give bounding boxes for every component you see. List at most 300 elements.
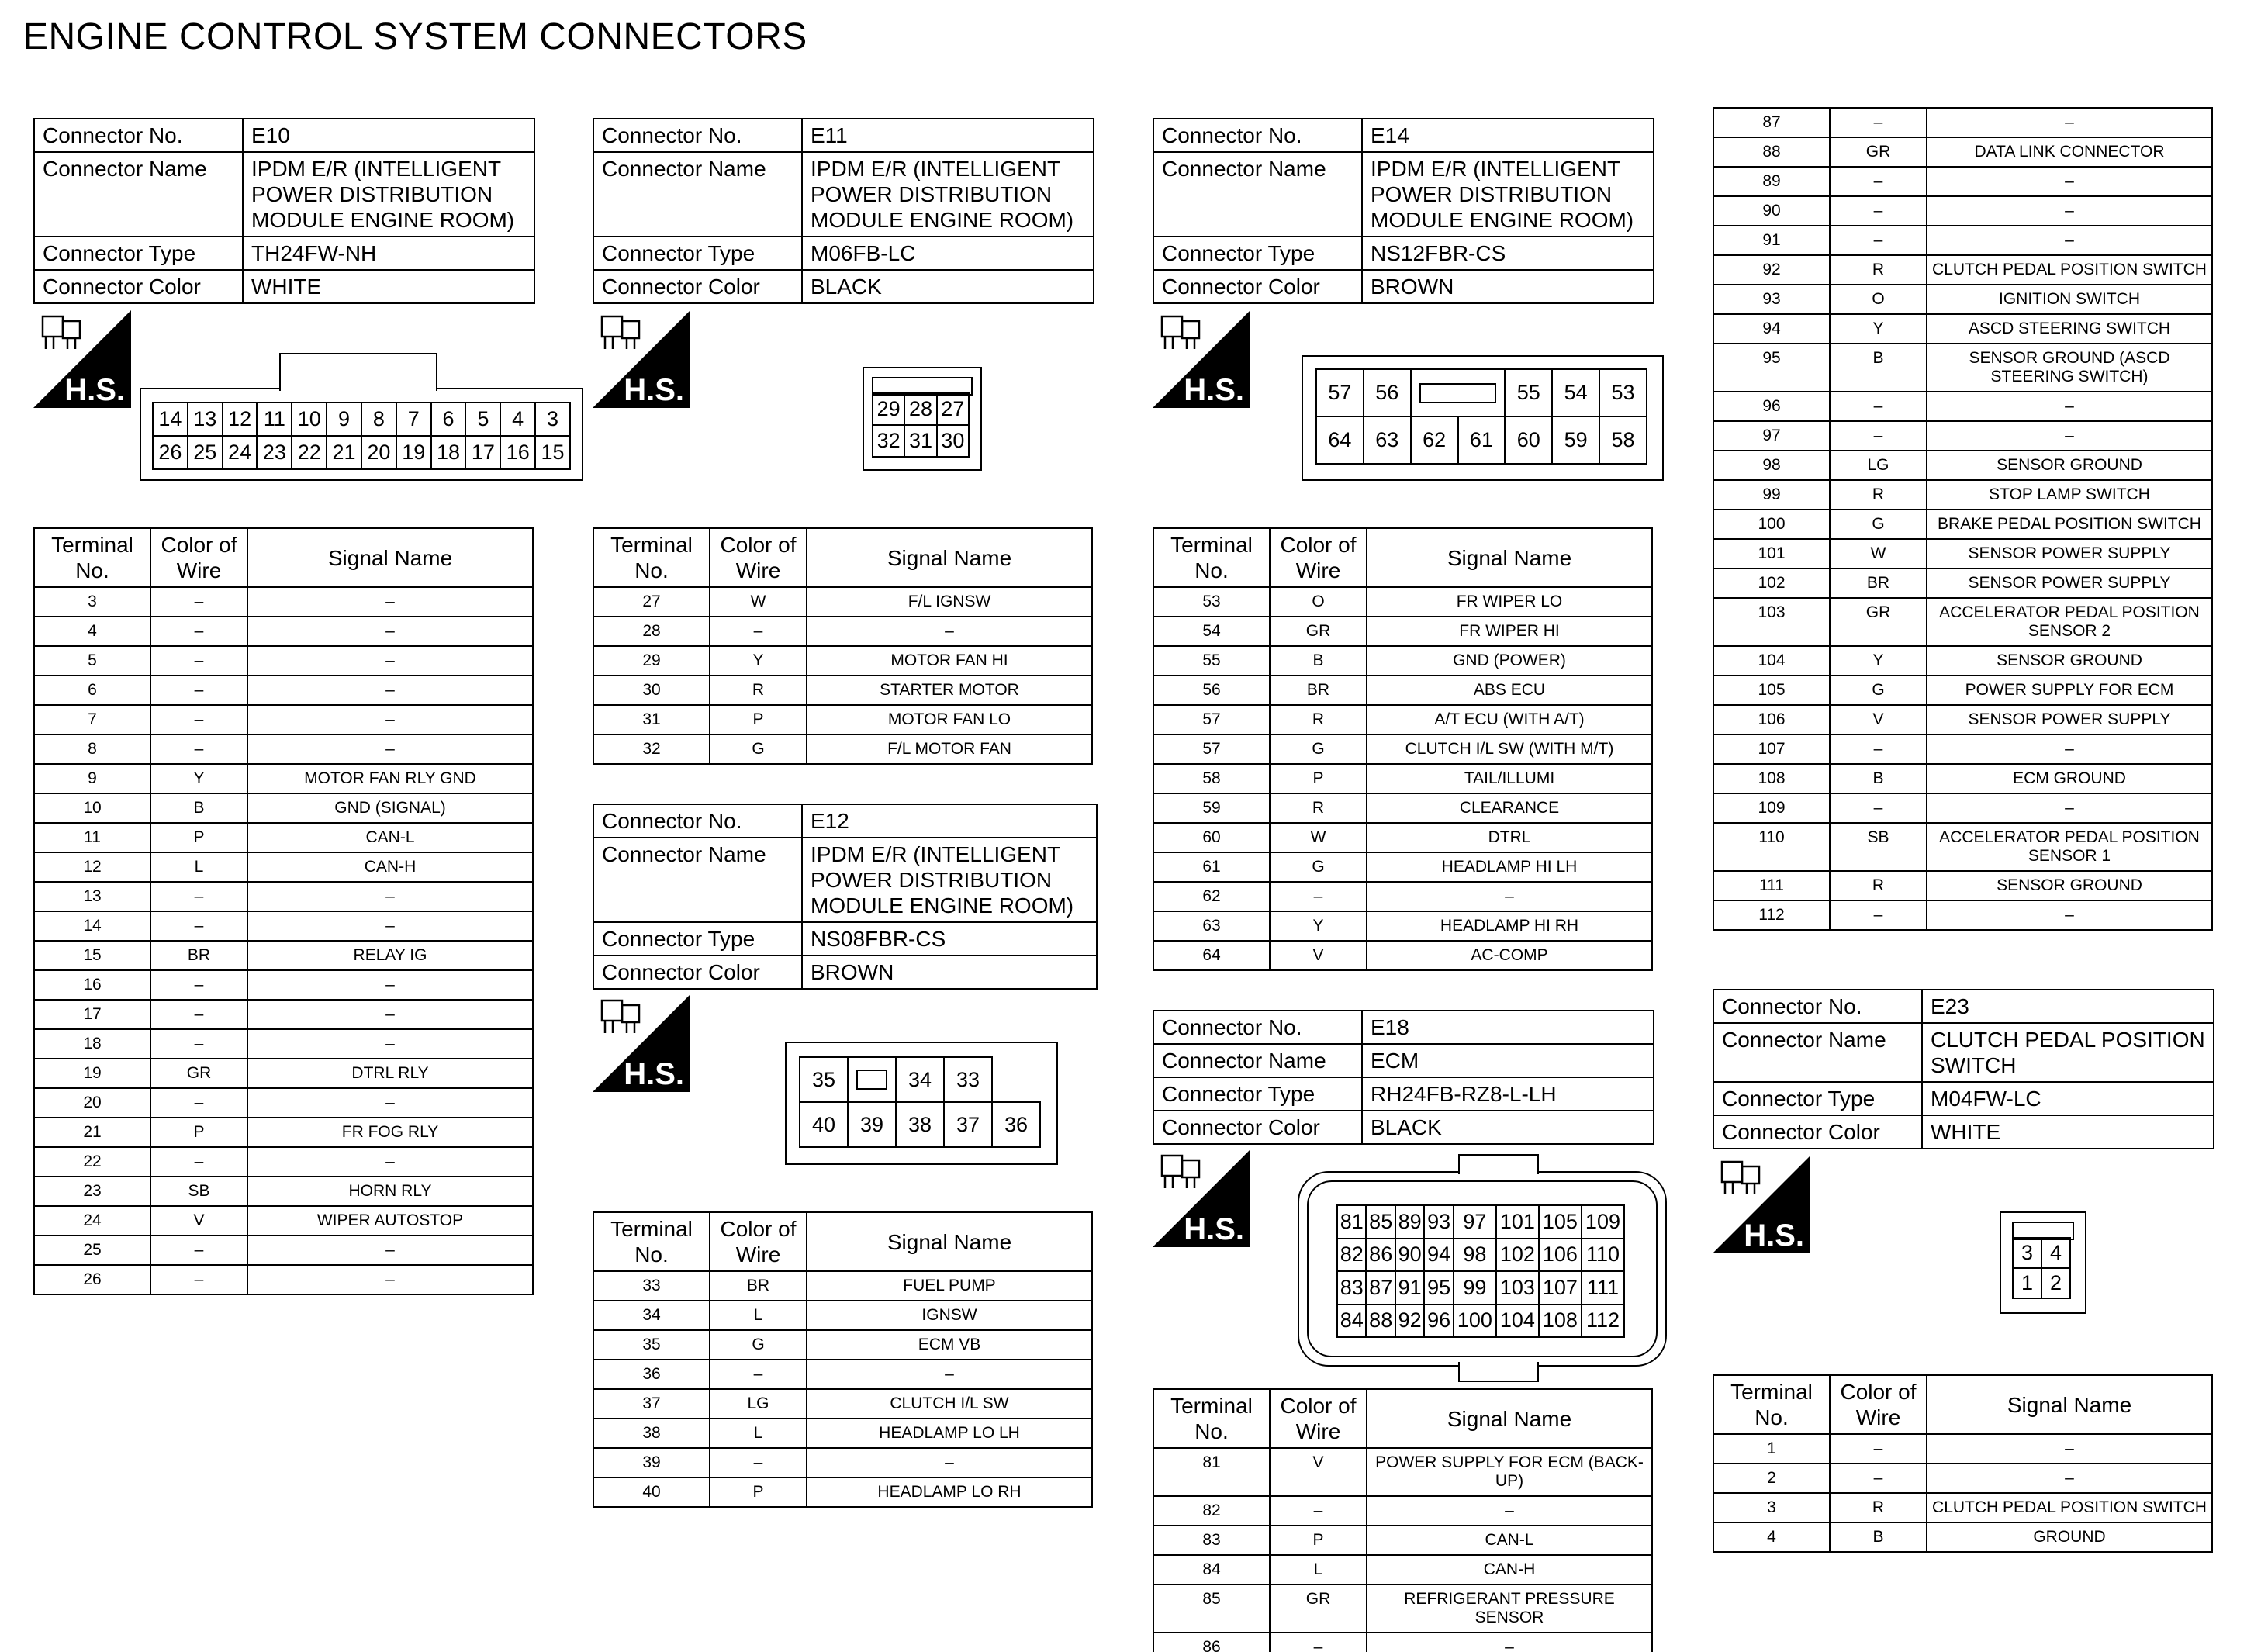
connector-pin: 34: [896, 1057, 944, 1102]
signal-name-cell: SENSOR POWER SUPPLY: [1927, 569, 2212, 598]
header-terminal-no: Terminal No.: [593, 528, 710, 587]
wire-color-cell: –: [1830, 1434, 1927, 1464]
wire-color-cell: V: [1270, 941, 1367, 970]
wire-color-cell: –: [150, 970, 247, 1000]
wire-color-cell: –: [1830, 793, 1927, 823]
connector-pin: 100: [1454, 1305, 1496, 1338]
signal-name-cell: SENSOR GROUND: [1927, 871, 2212, 900]
connector-pin: 54: [1552, 369, 1599, 416]
table-row: [1713, 1464, 2212, 1493]
signal-name-cell: –: [1927, 421, 2212, 451]
table-row: [34, 941, 533, 970]
terminal-no-cell: 63: [1153, 911, 1270, 941]
connector-pin: 12: [223, 403, 258, 436]
connector-name-value: IPDM E/R (INTELLIGENT POWER DISTRIBUTION MODULE ENGINE ROOM): [802, 838, 1097, 922]
terminal-table-e12: [593, 1211, 1093, 1508]
signal-name-cell: FUEL PUMP: [807, 1271, 1092, 1301]
terminal-no-cell: 101: [1713, 539, 1830, 569]
connector-pin: 99: [1454, 1271, 1496, 1305]
terminal-no-cell: 6: [34, 676, 150, 705]
hs-label: H.S.: [1184, 1212, 1244, 1246]
terminal-no-cell: 25: [34, 1236, 150, 1265]
connector-pin: 13: [188, 403, 223, 436]
connector-pin: 110: [1582, 1239, 1624, 1272]
signal-name-cell: A/T ECU (WITH A/T): [1367, 705, 1652, 734]
connector-pin: 39: [848, 1102, 896, 1147]
table-row: [1713, 764, 2212, 793]
hs-symbol-icon: [1153, 310, 1250, 408]
hs-badge-e18: [1153, 1149, 1250, 1247]
connector-pin: 28: [904, 393, 936, 425]
terminal-no-cell: 30: [593, 676, 710, 705]
wire-color-cell: L: [710, 1419, 807, 1448]
connector-name-value: IPDM E/R (INTELLIGENT POWER DISTRIBUTION MODULE ENGINE ROOM): [1362, 152, 1654, 237]
header-signal-name: Signal Name: [807, 528, 1092, 587]
connector-type-value: NS08FBR-CS: [802, 922, 1097, 956]
terminal-no-cell: 26: [34, 1265, 150, 1294]
wire-color-cell: SB: [1830, 823, 1927, 871]
signal-name-cell: –: [247, 676, 533, 705]
terminal-no-cell: 40: [593, 1477, 710, 1507]
connector-no-value: E10: [243, 119, 534, 152]
terminal-no-cell: 87: [1713, 108, 1830, 137]
terminal-no-cell: 20: [34, 1088, 150, 1118]
wire-color-cell: –: [1830, 734, 1927, 764]
wire-color-cell: R: [1830, 871, 1927, 900]
signal-name-cell: –: [1367, 882, 1652, 911]
signal-name-cell: CLUTCH PEDAL POSITION SWITCH: [1927, 1493, 2212, 1522]
hs-label: H.S.: [624, 1057, 684, 1091]
connector-pin: 57: [1316, 369, 1364, 416]
terminal-no-cell: 33: [593, 1271, 710, 1301]
wire-color-cell: G: [710, 1330, 807, 1360]
table-row: [1713, 539, 2212, 569]
pin-grid-e10: [152, 402, 571, 470]
wire-color-cell: G: [1270, 852, 1367, 882]
signal-name-cell: –: [1367, 1633, 1652, 1652]
page-title: ENGINE CONTROL SYSTEM CONNECTORS: [23, 16, 807, 57]
table-row: [1153, 911, 1652, 941]
table-row: [1153, 734, 1652, 764]
table-row: [34, 1118, 533, 1147]
wire-color-cell: LG: [710, 1389, 807, 1419]
header-terminal-no: Terminal No.: [34, 528, 150, 587]
connector-pin: 3: [2013, 1238, 2041, 1268]
connector-pin: 89: [1395, 1205, 1424, 1239]
terminal-no-cell: 1: [1713, 1434, 1830, 1464]
terminal-no-cell: 81: [1153, 1448, 1270, 1496]
hs-label: H.S.: [64, 373, 125, 407]
connector-pin: 17: [465, 436, 500, 469]
hs-symbol-icon: [593, 994, 690, 1092]
wire-color-cell: V: [1270, 1448, 1367, 1496]
table-row: [593, 1330, 1092, 1360]
connector-color-value: WHITE: [243, 270, 534, 303]
table-row: [1713, 598, 2212, 646]
connector-name-value: IPDM E/R (INTELLIGENT POWER DISTRIBUTION MODULE ENGINE ROOM): [243, 152, 534, 237]
connector-pin: 25: [188, 436, 223, 469]
wire-color-cell: –: [150, 882, 247, 911]
connector-pin: 22: [292, 436, 327, 469]
connector-pin: 27: [937, 393, 969, 425]
header-terminal-no: Terminal No.: [593, 1212, 710, 1271]
connector-pin: 92: [1395, 1305, 1424, 1338]
label-connector-type: Connector Type: [593, 922, 802, 956]
signal-name-cell: FR FOG RLY: [247, 1118, 533, 1147]
wire-color-cell: –: [1830, 900, 1927, 930]
pin-grid-e12: [799, 1056, 1041, 1148]
signal-name-cell: –: [807, 617, 1092, 646]
table-row: [1713, 108, 2212, 137]
wire-color-cell: Y: [1270, 911, 1367, 941]
table-row: [1153, 1496, 1652, 1526]
label-connector-type: Connector Type: [1153, 1077, 1362, 1111]
connector-pin: 104: [1496, 1305, 1539, 1338]
connector-pin: 15: [535, 436, 570, 469]
signal-name-cell: HORN RLY: [247, 1177, 533, 1206]
connector-pin: 5: [465, 403, 500, 436]
table-row: [1153, 1448, 1652, 1496]
label-connector-color: Connector Color: [593, 270, 802, 303]
wire-color-cell: V: [1830, 705, 1927, 734]
wire-color-cell: G: [1270, 734, 1367, 764]
terminal-table-e18: [1153, 1388, 1653, 1652]
terminal-table-e10: [33, 527, 534, 1295]
signal-name-cell: DTRL: [1367, 823, 1652, 852]
signal-name-cell: CAN-L: [1367, 1526, 1652, 1555]
table-row: [1713, 196, 2212, 226]
terminal-no-cell: 3: [34, 587, 150, 617]
wire-color-cell: –: [710, 617, 807, 646]
wire-color-cell: –: [150, 617, 247, 646]
signal-name-cell: –: [1927, 1464, 2212, 1493]
terminal-no-cell: 97: [1713, 421, 1830, 451]
connector-pin: 98: [1454, 1239, 1496, 1272]
wire-color-cell: –: [1830, 226, 1927, 255]
terminal-no-cell: 38: [593, 1419, 710, 1448]
header-signal-name: Signal Name: [1367, 1389, 1652, 1448]
wire-color-cell: R: [1270, 705, 1367, 734]
label-connector-color: Connector Color: [1153, 1111, 1362, 1144]
table-row: [1713, 255, 2212, 285]
terminal-no-cell: 111: [1713, 871, 1830, 900]
table-row: [593, 1448, 1092, 1477]
connector-info-e10: [33, 118, 535, 304]
table-row: [1153, 646, 1652, 676]
wire-color-cell: R: [1830, 480, 1927, 510]
connector-pin: 82: [1337, 1239, 1366, 1272]
signal-name-cell: ABS ECU: [1367, 676, 1652, 705]
table-row: [1713, 705, 2212, 734]
connector-pin: 19: [396, 436, 431, 469]
table-row: [593, 1419, 1092, 1448]
table-row: [1713, 392, 2212, 421]
wire-color-cell: B: [1830, 344, 1927, 392]
connector-pin: 26: [153, 436, 188, 469]
signal-name-cell: –: [247, 970, 533, 1000]
signal-name-cell: WIPER AUTOSTOP: [247, 1206, 533, 1236]
signal-name-cell: CAN-H: [1367, 1555, 1652, 1585]
table-row: [1153, 1633, 1652, 1652]
signal-name-cell: MOTOR FAN RLY GND: [247, 764, 533, 793]
connector-pin: 18: [431, 436, 466, 469]
signal-name-cell: F/L MOTOR FAN: [807, 734, 1092, 764]
terminal-no-cell: 8: [34, 734, 150, 764]
table-row: [1153, 852, 1652, 882]
connector-type-value: TH24FW-NH: [243, 237, 534, 270]
wire-color-cell: B: [150, 793, 247, 823]
table-row: [1713, 734, 2212, 764]
connector-pin: 16: [500, 436, 535, 469]
terminal-no-cell: 106: [1713, 705, 1830, 734]
connector-pin: 30: [937, 425, 969, 457]
connector-pin: 60: [1505, 416, 1552, 464]
terminal-no-cell: 96: [1713, 392, 1830, 421]
wire-color-cell: R: [710, 676, 807, 705]
table-row: [34, 911, 533, 941]
table-row: [593, 705, 1092, 734]
wire-color-cell: –: [1830, 421, 1927, 451]
wire-color-cell: –: [1270, 1496, 1367, 1526]
table-row: [593, 1389, 1092, 1419]
signal-name-cell: –: [1927, 226, 2212, 255]
table-row: [1153, 587, 1652, 617]
header-color-of-wire: Color of Wire: [710, 1212, 807, 1271]
label-connector-type: Connector Type: [34, 237, 243, 270]
terminal-table-e11: [593, 527, 1093, 765]
hs-badge-e14: [1153, 310, 1250, 408]
connector-pin: 8: [361, 403, 396, 436]
terminal-no-cell: 85: [1153, 1585, 1270, 1633]
table-row: [593, 676, 1092, 705]
table-row: [34, 1206, 533, 1236]
connector-pin: 4: [500, 403, 535, 436]
signal-name-cell: F/L IGNSW: [807, 587, 1092, 617]
connector-pin: 29: [873, 393, 904, 425]
connector-latch-e18-bottom: [1458, 1362, 1539, 1382]
connector-pin: 102: [1496, 1239, 1539, 1272]
signal-name-cell: STOP LAMP SWITCH: [1927, 480, 2212, 510]
header-signal-name: Signal Name: [1927, 1375, 2212, 1434]
wire-color-cell: –: [150, 1000, 247, 1029]
table-row: [593, 734, 1092, 764]
signal-name-cell: HEADLAMP HI RH: [1367, 911, 1652, 941]
signal-name-cell: –: [1927, 793, 2212, 823]
table-row: [593, 1477, 1092, 1507]
signal-name-cell: –: [247, 1236, 533, 1265]
header-color-of-wire: Color of Wire: [150, 528, 247, 587]
table-row: [1713, 285, 2212, 314]
header-color-of-wire: Color of Wire: [710, 528, 807, 587]
terminal-no-cell: 9: [34, 764, 150, 793]
signal-name-cell: STARTER MOTOR: [807, 676, 1092, 705]
table-row: [1153, 1526, 1652, 1555]
connector-pin: 2: [2041, 1268, 2070, 1298]
wire-color-cell: BR: [1270, 676, 1367, 705]
label-connector-name: Connector Name: [1153, 152, 1362, 237]
signal-name-cell: –: [247, 734, 533, 764]
connector-pin: 63: [1364, 416, 1411, 464]
wire-color-cell: –: [150, 705, 247, 734]
connector-color-value: BLACK: [802, 270, 1094, 303]
signal-name-cell: SENSOR POWER SUPPLY: [1927, 705, 2212, 734]
label-connector-color: Connector Color: [1713, 1115, 1922, 1149]
connector-info-e18: [1153, 1010, 1654, 1145]
connector-pin: 21: [327, 436, 361, 469]
terminal-no-cell: 10: [34, 793, 150, 823]
wire-color-cell: Y: [710, 646, 807, 676]
terminal-no-cell: 84: [1153, 1555, 1270, 1585]
table-row: [593, 1360, 1092, 1389]
wire-color-cell: BR: [150, 941, 247, 970]
wire-color-cell: GR: [150, 1059, 247, 1088]
table-row: [34, 764, 533, 793]
hs-label: H.S.: [1184, 373, 1244, 407]
table-row: [1713, 871, 2212, 900]
table-row: [1713, 823, 2212, 871]
header-color-of-wire: Color of Wire: [1270, 1389, 1367, 1448]
connector-name-value: IPDM E/R (INTELLIGENT POWER DISTRIBUTION MODULE ENGINE ROOM): [802, 152, 1094, 237]
terminal-no-cell: 4: [1713, 1522, 1830, 1552]
wire-color-cell: P: [150, 823, 247, 852]
signal-name-cell: –: [247, 1147, 533, 1177]
table-row: [1713, 900, 2212, 930]
pin-grid-e23: [2012, 1237, 2071, 1299]
wire-color-cell: GR: [1270, 617, 1367, 646]
connector-type-value: M06FB-LC: [802, 237, 1094, 270]
signal-name-cell: SENSOR GROUND (ASCD STEERING SWITCH): [1927, 344, 2212, 392]
table-row: [593, 617, 1092, 646]
signal-name-cell: –: [1927, 900, 2212, 930]
connector-info-e23: [1713, 989, 2214, 1149]
signal-name-cell: CLUTCH I/L SW (WITH M/T): [1367, 734, 1652, 764]
wire-color-cell: SB: [150, 1177, 247, 1206]
terminal-no-cell: 21: [34, 1118, 150, 1147]
table-row: [1713, 167, 2212, 196]
terminal-no-cell: 18: [34, 1029, 150, 1059]
connector-pin: 33: [944, 1057, 992, 1102]
label-connector-no: Connector No.: [593, 804, 802, 838]
header-terminal-no: Terminal No.: [1713, 1375, 1830, 1434]
table-row: [1153, 764, 1652, 793]
terminal-no-cell: 17: [34, 1000, 150, 1029]
terminal-no-cell: 64: [1153, 941, 1270, 970]
wire-color-cell: P: [150, 1118, 247, 1147]
terminal-no-cell: 15: [34, 941, 150, 970]
wire-color-cell: BR: [1830, 569, 1927, 598]
table-row: [1153, 882, 1652, 911]
signal-name-cell: POWER SUPPLY FOR ECM: [1927, 676, 2212, 705]
connector-pin: 14: [153, 403, 188, 436]
terminal-no-cell: 99: [1713, 480, 1830, 510]
terminal-no-cell: 54: [1153, 617, 1270, 646]
wire-color-cell: P: [1270, 1526, 1367, 1555]
table-row: [34, 1265, 533, 1294]
wire-color-cell: G: [1830, 510, 1927, 539]
signal-name-cell: CLUTCH PEDAL POSITION SWITCH: [1927, 255, 2212, 285]
connector-pin: 105: [1539, 1205, 1582, 1239]
wire-color-cell: –: [150, 1147, 247, 1177]
hs-label: H.S.: [1744, 1218, 1804, 1253]
header-terminal-no: Terminal No.: [1153, 1389, 1270, 1448]
connector-color-value: BROWN: [1362, 270, 1654, 303]
terminal-no-cell: 92: [1713, 255, 1830, 285]
wire-color-cell: –: [150, 1088, 247, 1118]
signal-name-cell: POWER SUPPLY FOR ECM (BACK-UP): [1367, 1448, 1652, 1496]
connector-pin: 40: [800, 1102, 848, 1147]
table-row: [34, 1029, 533, 1059]
table-row: [34, 676, 533, 705]
table-row: [34, 1059, 533, 1088]
connector-pin: 96: [1424, 1305, 1453, 1338]
terminal-no-cell: 82: [1153, 1496, 1270, 1526]
connector-pin: 88: [1366, 1305, 1395, 1338]
table-row: [1713, 510, 2212, 539]
wire-color-cell: P: [710, 1477, 807, 1507]
terminal-no-cell: 112: [1713, 900, 1830, 930]
table-row: [593, 587, 1092, 617]
connector-pin: 7: [396, 403, 431, 436]
connector-pin: 97: [1454, 1205, 1496, 1239]
table-row: [593, 1301, 1092, 1330]
wire-color-cell: W: [710, 587, 807, 617]
table-row: [34, 1177, 533, 1206]
wire-color-cell: L: [1270, 1555, 1367, 1585]
table-row: [1713, 676, 2212, 705]
wire-color-cell: –: [150, 676, 247, 705]
signal-name-cell: MOTOR FAN HI: [807, 646, 1092, 676]
connector-pin: 109: [1582, 1205, 1624, 1239]
table-row: [34, 823, 533, 852]
wire-color-cell: Y: [150, 764, 247, 793]
signal-name-cell: DATA LINK CONNECTOR: [1927, 137, 2212, 167]
signal-name-cell: –: [1927, 167, 2212, 196]
table-row: [1713, 421, 2212, 451]
connector-pin: 106: [1539, 1239, 1582, 1272]
wire-color-cell: GR: [1830, 598, 1927, 646]
wire-color-cell: –: [1830, 1464, 1927, 1493]
signal-name-cell: HEADLAMP LO RH: [807, 1477, 1092, 1507]
terminal-no-cell: 39: [593, 1448, 710, 1477]
connector-pin: 1: [2013, 1268, 2041, 1298]
connector-type-value: M04FW-LC: [1922, 1082, 2214, 1115]
connector-pin: 86: [1366, 1239, 1395, 1272]
wire-color-cell: Y: [1830, 646, 1927, 676]
wire-color-cell: L: [150, 852, 247, 882]
terminal-no-cell: 57: [1153, 734, 1270, 764]
terminal-no-cell: 55: [1153, 646, 1270, 676]
terminal-no-cell: 93: [1713, 285, 1830, 314]
signal-name-cell: AC-COMP: [1367, 941, 1652, 970]
signal-name-cell: –: [1927, 108, 2212, 137]
signal-name-cell: ECM GROUND: [1927, 764, 2212, 793]
table-row: [1713, 344, 2212, 392]
connector-pin: 6: [431, 403, 466, 436]
hs-badge-e12: [593, 994, 690, 1092]
label-connector-no: Connector No.: [593, 119, 802, 152]
connector-pin: 58: [1599, 416, 1647, 464]
signal-name-cell: MOTOR FAN LO: [807, 705, 1092, 734]
table-row: [34, 1147, 533, 1177]
terminal-no-cell: 90: [1713, 196, 1830, 226]
signal-name-cell: BRAKE PEDAL POSITION SWITCH: [1927, 510, 2212, 539]
table-row: [1713, 137, 2212, 167]
terminal-no-cell: 57: [1153, 705, 1270, 734]
hs-symbol-icon: [1153, 1149, 1250, 1247]
label-connector-type: Connector Type: [1153, 237, 1362, 270]
terminal-table-e23: [1713, 1374, 2213, 1553]
signal-name-cell: –: [247, 1000, 533, 1029]
